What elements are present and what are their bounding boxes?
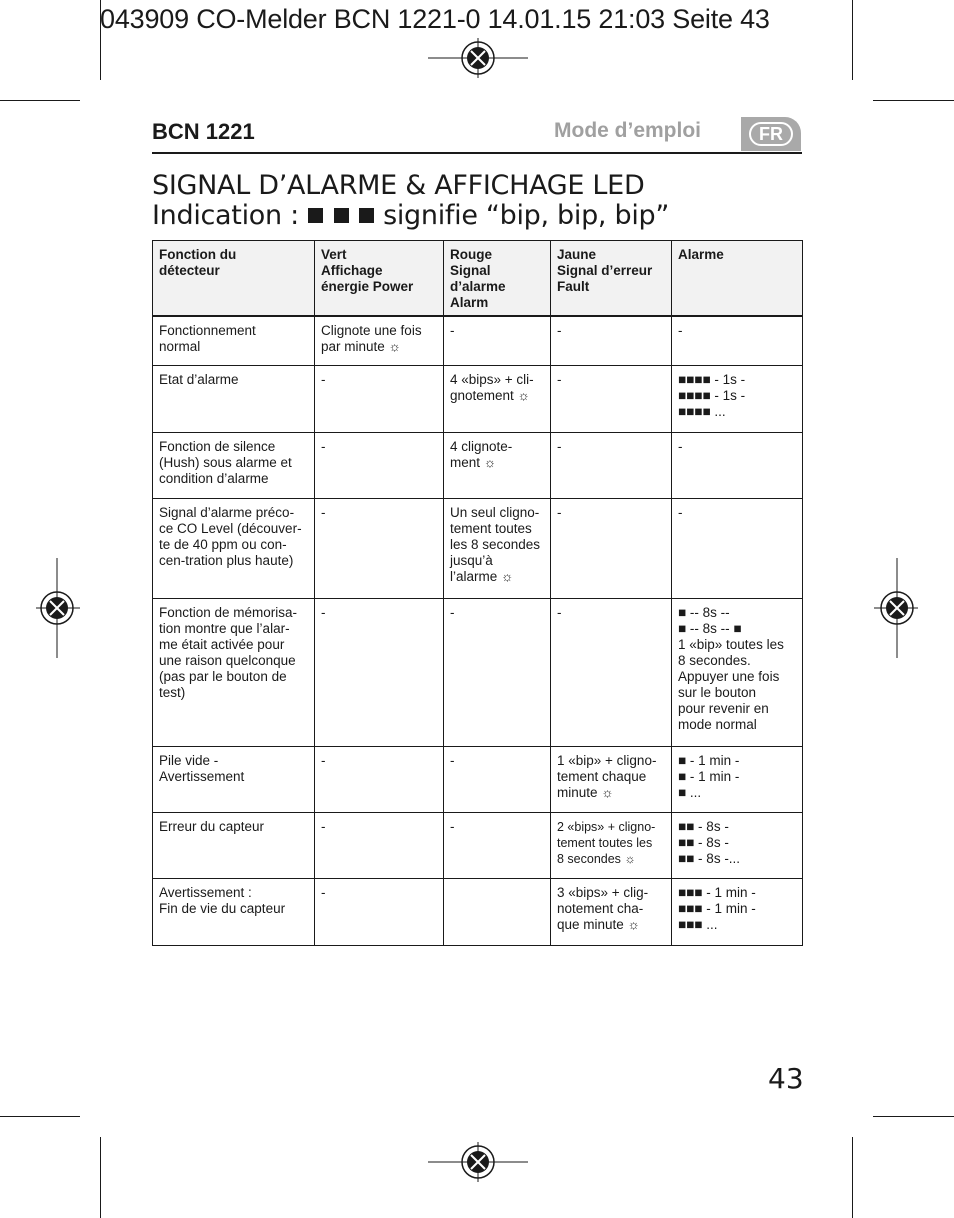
header-rule — [152, 152, 802, 154]
table-cell: - — [444, 746, 551, 812]
table-row — [153, 316, 803, 365]
table-cell: Clignote une fois par minute ☼ — [315, 316, 444, 365]
table-cell: Signal d’alarme préco- ce CO Level (découver- te de 40 ppm ou con- cen-tration plus haute) — [153, 498, 315, 598]
indication-suffix: signifie “bip, bip, bip” — [383, 200, 670, 231]
table-cell: - — [551, 316, 672, 365]
table-cell: 4 «bips» + cli- gnotement ☼ — [444, 365, 551, 432]
table-row — [153, 432, 803, 498]
table-row — [153, 365, 803, 432]
table-cell: - — [315, 812, 444, 878]
table-cell: - — [672, 432, 803, 498]
table-cell: - — [444, 316, 551, 365]
table-cell: - — [315, 498, 444, 598]
registration-mark-icon — [428, 38, 528, 78]
table-cell: - — [315, 746, 444, 812]
table-cell: ■■ - 8s - ■■ - 8s - ■■ - 8s -... — [672, 812, 803, 878]
table-cell: Fonctionnement normal — [153, 316, 315, 365]
table-cell: ■ - 1 min - ■ - 1 min - ■ ... — [672, 746, 803, 812]
table-cell: - — [315, 878, 444, 945]
table-cell: - — [444, 812, 551, 878]
model-name: BCN 1221 — [152, 119, 255, 144]
table-cell: Etat d’alarme — [153, 365, 315, 432]
table-row — [153, 812, 803, 878]
col-header-green: Vert Affichage énergie Power — [315, 241, 444, 317]
table-cell: - — [551, 365, 672, 432]
table-cell: Fonction de silence (Hush) sous alarme et condition d’alarme — [153, 432, 315, 498]
table-row — [153, 878, 803, 945]
page-number: 43 — [768, 1062, 804, 1095]
crop-mark — [0, 100, 80, 101]
table-cell: - — [444, 598, 551, 746]
beep-square-icon — [334, 208, 349, 223]
table-cell: - — [315, 365, 444, 432]
alarm-signal-table — [152, 240, 803, 946]
registration-mark-icon — [428, 1142, 528, 1182]
language-badge-label: FR — [749, 122, 793, 146]
indication-prefix: Indication : — [152, 200, 299, 231]
table-cell — [444, 878, 551, 945]
table-cell: Avertissement : Fin de vie du capteur — [153, 878, 315, 945]
col-header-function: Fonction du détecteur — [153, 241, 315, 317]
table-cell: - — [672, 316, 803, 365]
table-cell: 3 «bips» + clig- notement cha- que minute ☼ — [551, 878, 672, 945]
table-cell: Erreur du capteur — [153, 812, 315, 878]
table-cell: ■■■ - 1 min - ■■■ - 1 min - ■■■ ... — [672, 878, 803, 945]
crop-mark — [873, 100, 954, 101]
table-cell: ■ -- 8s -- ■ -- 8s -- ■ 1 «bip» toutes les 8 secondes. Appuyer une fois sur le bouton pour revenir en mode normal — [672, 598, 803, 746]
table-cell: 1 «bip» + cligno- tement chaque minute ☼ — [551, 746, 672, 812]
crop-mark — [0, 1116, 80, 1117]
registration-mark-icon — [874, 558, 918, 658]
table-cell: Un seul cligno- tement toutes les 8 secondes jusqu’à l’alarme ☼ — [444, 498, 551, 598]
col-header-red: Rouge Signal d’alarme Alarm — [444, 241, 551, 317]
crop-mark — [100, 1137, 101, 1218]
table-cell: Pile vide - Avertissement — [153, 746, 315, 812]
table-row — [153, 746, 803, 812]
table-cell: ■■■■ - 1s - ■■■■ - 1s - ■■■■ ... — [672, 365, 803, 432]
table-row — [153, 598, 803, 746]
indication-line — [152, 200, 669, 231]
table-row — [153, 498, 803, 598]
beep-square-icon — [308, 208, 323, 223]
table-cell: - — [551, 432, 672, 498]
crop-mark — [852, 1137, 853, 1218]
beep-square-icon — [359, 208, 374, 223]
table-cell: 2 «bips» + cligno- tement toutes les 8 secondes ☼ — [551, 812, 672, 878]
table-cell: - — [551, 598, 672, 746]
crop-mark — [873, 1116, 954, 1117]
print-slug: 043909 CO-Melder BCN 1221-0 14.01.15 21:03 Seite 43 — [100, 4, 770, 34]
table-cell: 4 clignote- ment ☼ — [444, 432, 551, 498]
table-cell: - — [672, 498, 803, 598]
col-header-alarm: Alarme — [672, 241, 803, 317]
manual-label: Mode d’emploi — [554, 119, 701, 142]
table-cell: - — [551, 498, 672, 598]
table-cell: - — [315, 432, 444, 498]
page-title: SIGNAL D’ALARME & AFFICHAGE LED — [152, 170, 645, 201]
col-header-yellow: Jaune Signal d’erreur Fault — [551, 241, 672, 317]
table-cell: - — [315, 598, 444, 746]
registration-mark-icon — [36, 558, 80, 658]
table-cell: Fonction de mémorisa- tion montre que l’alar- me était activée pour une raison quelconque (pas par le bouton de test) — [153, 598, 315, 746]
language-badge — [741, 117, 801, 151]
